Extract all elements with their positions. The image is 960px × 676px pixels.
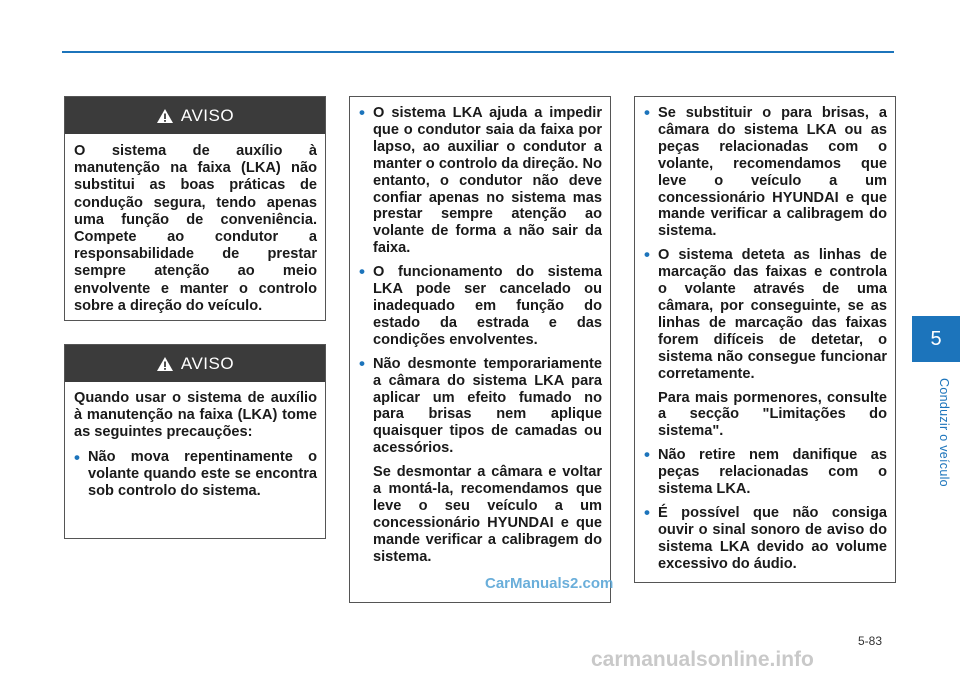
sub-paragraph: Para mais pormenores, consulte a secção "Limitações do sistema". [658,389,887,440]
watermark-carmanuals2: CarManuals2.com [485,575,614,592]
bullet-item: • É possível que não consiga ouvir o sinal sonoro de aviso do sistema LKA devido ao volume excessivo do áudio. [644,505,887,573]
watermark-carmanualsonline: carmanualsonline.info [591,648,814,671]
warning-title: AVISO [180,353,235,373]
chapter-title: Conduzir o veículo [937,378,951,487]
warning-header [65,97,325,134]
bullet-item: • Não desmonte temporariamente a câmara do sistema LKA para aplicar um efeito fumado no para brisas nem aplique quaisquer tipos de camadas ou acessórios. [359,356,602,457]
bullet-list [359,105,602,457]
warning-icon [156,108,174,124]
warning-intro: Quando usar o sistema de auxílio à manutenção na faixa (LKA) tome as seguintes precauções: [74,390,317,441]
page-number: 5-83 [858,634,883,648]
chapter-tab [912,316,960,362]
top-rule [62,51,894,53]
warning-bullet-list [74,449,317,501]
sub-paragraph: Se desmontar a câmara e voltar a montá-la, recomendamos que leve o seu veículo a um concessionário HYUNDAI e que mande verificar a calibragem do sistema. [373,464,602,565]
warning-box-2 [64,344,326,539]
bullet-item: • O sistema deteta as linhas de marcação das faixas e controla o volante através de uma câmara, por conseguinte, se as linhas de marcação das faixas forem difíceis de detetar, o sistema não consegue funcionar corretamente. [644,247,887,382]
bullet-item: • O sistema LKA ajuda a impedir que o condutor saia da faixa por lapso, ao auxiliar o condutor a manter o controlo da direção. No entanto, o condutor não deve confiar apenas no sistema mas prestar sempre atenção ao volante de forma a não sair da faixa. [359,105,602,257]
warning-header [65,345,325,382]
warning-icon [156,356,174,372]
warning-text: O sistema de auxílio à manutenção na faixa (LKA) não substitui as boas práticas de condução segura, tendo apenas uma função de conveniência. Compete ao condutor a responsabilidade de prestar sempre atenção ao meio envolvente e manter o controlo sobre a direção do veículo. [74,143,317,314]
chapter-number: 5 [930,327,942,350]
bullet-list [644,447,887,572]
bullet-item: • Não retire nem danifique as peças relacionadas com o sistema LKA. [644,447,887,498]
bullet-item: • Não mova repentinamente o volante quando este se encontra sob controlo do sistema. [74,449,317,501]
content-box-2 [349,96,614,603]
bullet-item: • Se substituir o para brisas, a câmara do sistema LKA ou as peças relacionadas com o volante, recomendamos que leve o veículo a um concessionário HYUNDAI e que mande verificar a calibragem do sistema. [644,105,887,240]
content-box-3 [634,96,896,583]
warning-box-1 [64,96,326,321]
bullet-item: • O funcionamento do sistema LKA pode ser cancelado ou inadequado em função do estado da estrada e das condições envolventes. [359,264,602,349]
warning-title: AVISO [180,105,235,125]
bullet-list [644,105,887,383]
